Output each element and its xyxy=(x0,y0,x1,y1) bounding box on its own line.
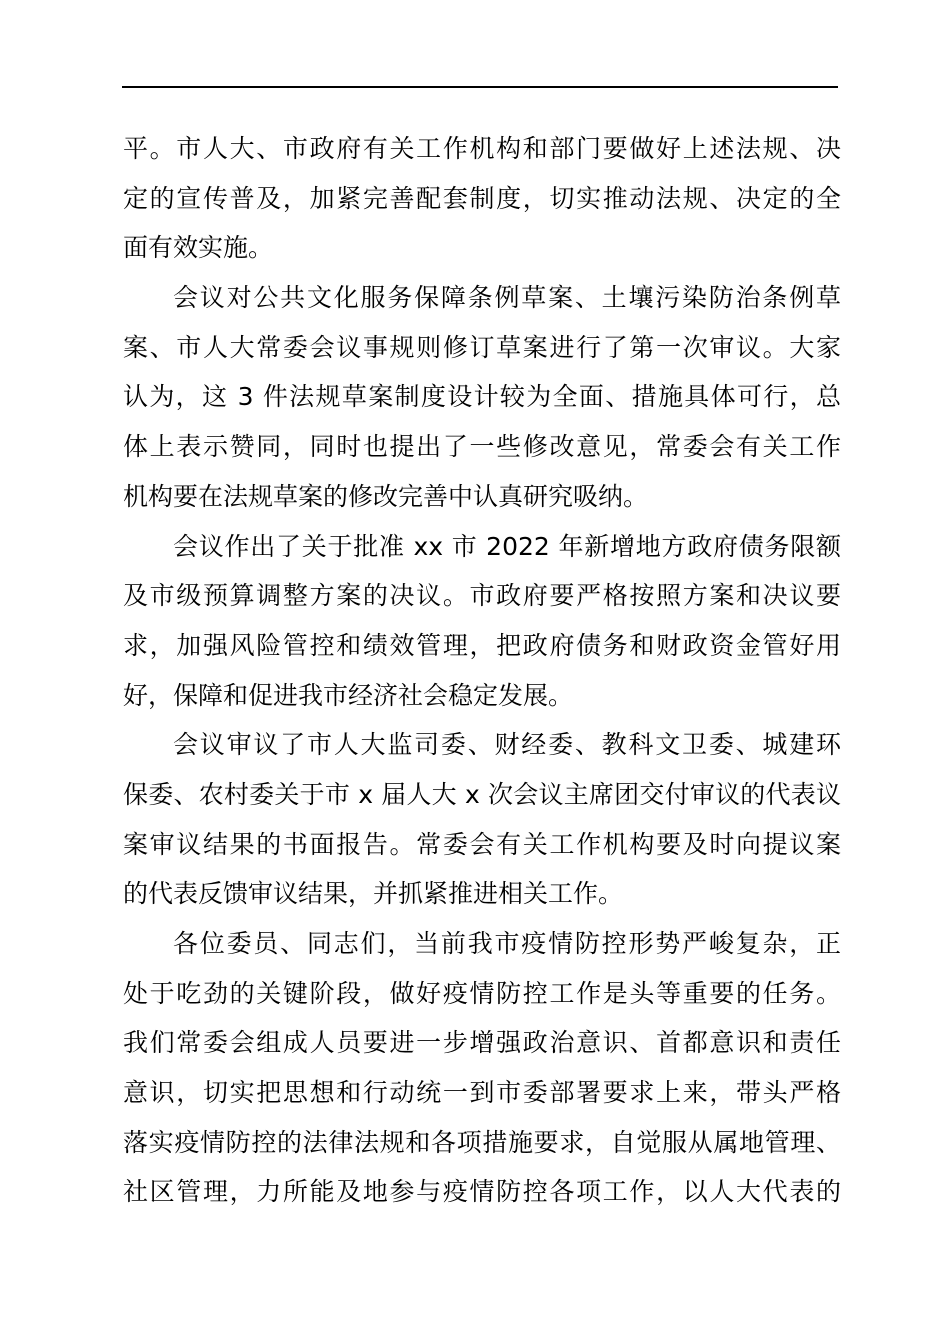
text-line: 平。市人大、市政府有关工作机构和部门要做好上述法规、决 xyxy=(123,134,841,163)
text-line: 处于吃劲的关键阶段，做好疫情防控工作是头等重要的任务。 xyxy=(123,978,841,1008)
text-line: 会议对公共文化服务保障条例草案、土壤污染防治条例草 xyxy=(173,283,841,313)
text-line: 落实疫情防控的法律法规和各项措施要求，自觉服从属地管理、 xyxy=(123,1127,841,1157)
text-line: 会议作出了关于批准 xx 市 2022 年新增地方政府债务限额 xyxy=(173,531,841,561)
text-line: 的代表反馈审议结果，并抓紧推进相关工作。 xyxy=(123,879,624,909)
text-line: 会议审议了市人大监司委、财经委、教科文卫委、城建环 xyxy=(173,730,841,760)
text-line: 面有效实施。 xyxy=(123,233,274,263)
text-line: 好，保障和促进我市经济社会稳定发展。 xyxy=(123,680,574,710)
text-line: 各位委员、同志们，当前我市疫情防控形势严峻复杂，正 xyxy=(173,929,841,958)
text-line: 社区管理，力所能及地参与疫情防控各项工作，以人大代表的 xyxy=(123,1177,841,1207)
text-line: 机构要在法规草案的修改完善中认真研究吸纳。 xyxy=(123,481,649,511)
text-line: 认为，这 3 件法规草案制度设计较为全面、措施具体可行，总 xyxy=(123,382,841,412)
header-rule xyxy=(122,86,838,88)
text-line: 及市级预算调整方案的决议。市政府要严格按照方案和决议要 xyxy=(123,581,841,611)
text-line: 体上表示赞同，同时也提出了一些修改意见，常委会有关工作 xyxy=(123,432,841,462)
text-line: 我们常委会组成人员要进一步增强政治意识、首都意识和责任 xyxy=(123,1028,841,1058)
text-line: 案审议结果的书面报告。常委会有关工作机构要及时向提议案 xyxy=(123,829,841,859)
text-line: 案、市人大常委会议事规则修订草案进行了第一次审议。大家 xyxy=(123,332,841,362)
body-text xyxy=(123,124,841,1217)
text-line: 保委、农村委关于市 x 届人大 x 次会议主席团交付审议的代表议 xyxy=(123,779,841,809)
text-line: 求，加强风险管控和绩效管理，把政府债务和财政资金管好用 xyxy=(123,630,841,660)
text-line: 定的宣传普及，加紧完善配套制度，切实推动法规、决定的全 xyxy=(123,183,841,213)
text-line: 意识，切实把思想和行动统一到市委部署要求上来，带头严格 xyxy=(123,1078,841,1108)
